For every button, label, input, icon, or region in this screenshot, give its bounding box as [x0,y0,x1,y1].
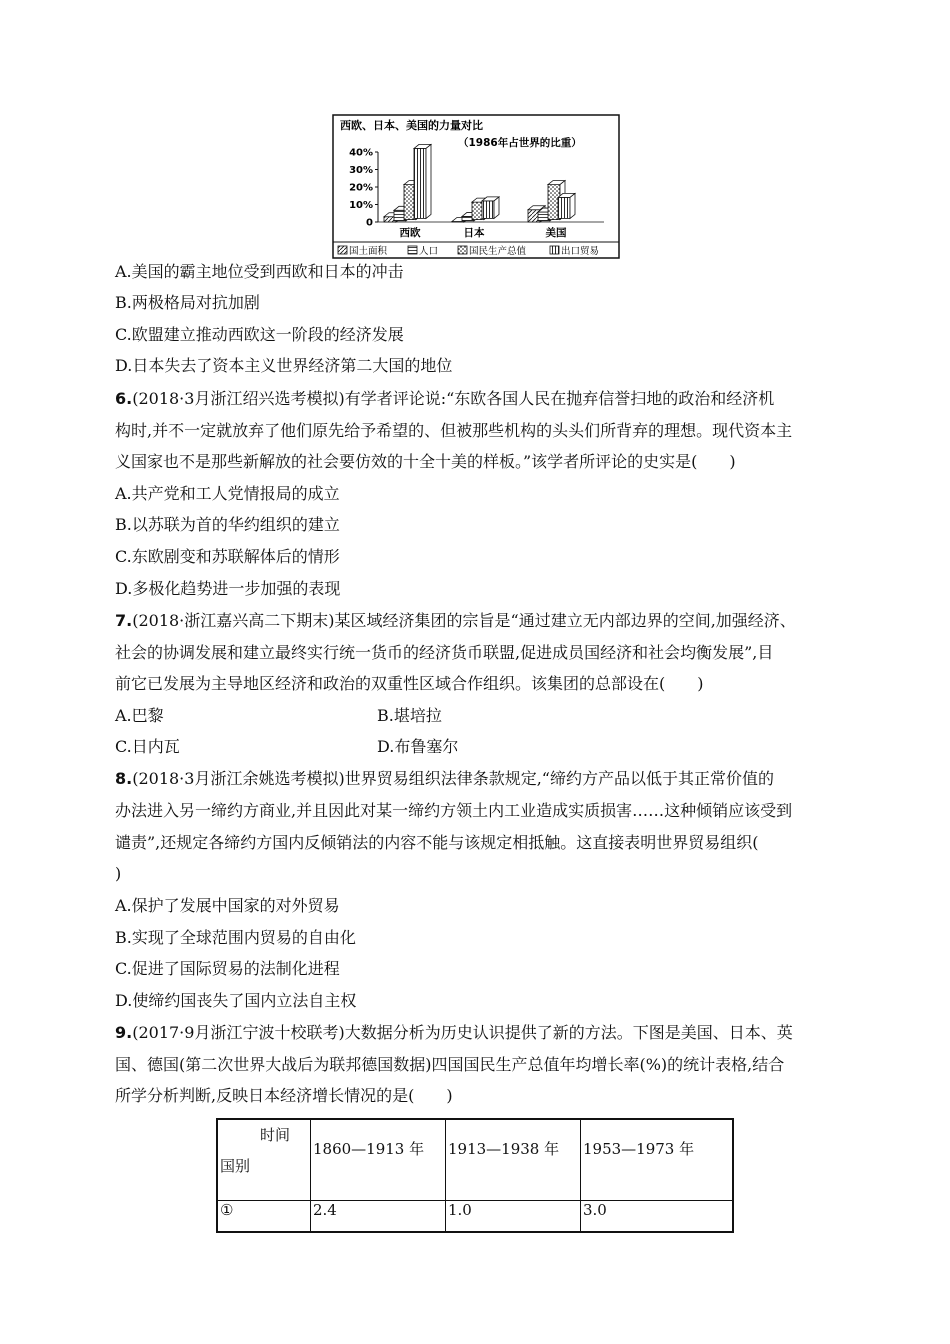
bar-side [494,197,499,219]
q5-option-a[interactable]: A.美国的霸主地位受到西欧和日本的冲击 [115,262,404,281]
q8-text-1: (2018·3月浙江余姚选考模拟)世界贸易组织法律条款规定,“缔约方产品以低于其正常价值的 [132,769,774,788]
q7-option-d[interactable]: D.布鲁塞尔 [377,737,459,756]
y-tick-label: 10% [349,200,373,211]
q6-text-1: (2018·3月浙江绍兴选考模拟)有学者评论说:“东欧各国人民在抛弃信誉扫地的政治和经济机 [132,389,775,408]
legend-label: 出口贸易 [561,246,600,257]
table-cell: 2.4 [311,1201,446,1233]
q5-option-b[interactable]: B.两极格局对抗加剧 [115,293,260,312]
q8-option-d[interactable]: D.使缔约国丧失了国内立法自主权 [115,991,357,1010]
q9-number: 9. [115,1023,133,1042]
q7-text-1: (2018·浙江嘉兴高二下期末)某区域经济集团的宗旨是“通过建立无内部边界的空间,加强经济、 [132,611,796,630]
chart-subtitle: （1986年占世界的比重） [458,137,582,149]
y-tick-label: 40% [349,147,373,159]
legend-swatch [338,246,347,254]
bar-front [482,201,494,219]
power-comparison-chart [332,114,620,259]
q7-stem-line-3: 前它已发展为主导地区经济和政治的双重性区域合作组织。该集团的总部设在( ) [115,674,704,693]
q8-stem-line-3: 谴责”,还规定各缔约方国内反倾销法的内容不能与该规定相抵触。这直接表明世界贸易组织( [115,833,759,852]
q6-stem-line-2: 构时,并不一定就放弃了他们原先给予希望的、但被那些机构的头头们所背弃的理想。现代资本主 [115,421,793,440]
table-corner-cell [217,1119,311,1201]
q8-option-a[interactable]: A.保护了发展中国家的对外贸易 [115,896,340,915]
q6-option-b[interactable]: B.以苏联为首的华约组织的建立 [115,515,340,534]
y-tick-label: 20% [349,182,373,194]
q6-number: 6. [115,389,133,408]
q7-option-a[interactable]: A.巴黎 [115,706,164,725]
q8-stem-line-4: ) [115,864,122,883]
legend-swatch [458,246,467,254]
bar [414,144,431,218]
table-header-2: 1913—1938 年 [446,1119,581,1201]
q8-option-b[interactable]: B.实现了全球范围内贸易的自由化 [115,928,356,947]
category-label: 美国 [545,227,567,239]
y-tick-label: 0 [366,217,373,229]
q9-stem-line-3: 所学分析判断,反映日本经济增长情况的是( ) [115,1086,453,1105]
q5-option-c[interactable]: C.欧盟建立推动西欧这一阶段的经济发展 [115,325,404,344]
corner-top-label: 时间 [259,1126,290,1144]
q7-options-row-1 [115,706,855,726]
legend-label: 国民生产总值 [469,246,527,257]
q7-stem-line-1 [115,611,855,631]
table-cell: 1.0 [446,1201,581,1233]
q8-stem-line-1 [115,769,855,789]
q7-option-b[interactable]: B.堪培拉 [377,706,442,725]
legend-swatch [550,246,559,254]
q9-stem-line-2: 国、德国(第二次世界大战后为联邦德国数据)四国国民生产总值年均增长率(%)的统计表格,结合 [115,1055,785,1074]
gnp-growth-table [216,1118,734,1233]
table-header-3: 1953—1973 年 [581,1119,734,1201]
q7-number: 7. [115,611,133,630]
q8-stem-line-2: 办法进入另一缔约方商业,并且因此对某一缔约方领土内工业造成实质损害……这种倾销应该受到 [115,801,793,820]
table-row-label: ① [217,1201,311,1233]
q7-options-row-2 [115,737,855,757]
q9-text-1: (2017·9月浙江宁波十校联考)大数据分析为历史认识提供了新的方法。下图是美国、日本、英 [132,1023,793,1042]
table-header-1: 1860—1913 年 [311,1119,446,1201]
table-row [217,1201,733,1233]
chart-title: 西欧、日本、美国的力量对比 [340,119,483,132]
y-tick-label: 30% [349,165,373,176]
chart-svg [332,114,620,259]
q9-stem-line-1 [115,1023,855,1043]
q6-stem-line-3: 义国家也不是那些新解放的社会要仿效的十全十美的样板。”该学者所评论的史实是( ) [115,452,736,471]
legend-item [458,245,527,257]
category-label: 西欧 [399,227,421,239]
legend-swatch [408,246,417,254]
q8-number: 8. [115,769,133,788]
category-label: 日本 [463,227,485,239]
bar [482,197,499,219]
q6-option-c[interactable]: C.东欧剧变和苏联解体后的情形 [115,547,340,566]
q6-stem-line-1 [115,389,855,409]
legend-label: 人口 [419,246,439,257]
q7-stem-line-2: 社会的协调发展和建立最终实行统一货币的经济货币联盟,促进成员国经济和社会均衡发展”,目 [115,643,774,662]
legend-label: 国土面积 [349,246,388,257]
bar [558,193,575,218]
bar-front [558,197,570,218]
q5-option-d[interactable]: D.日本失去了资本主义世界经济第二大国的地位 [115,356,453,375]
table-header-row [217,1119,733,1201]
q8-option-c[interactable]: C.促进了国际贸易的法制化进程 [115,959,340,978]
bar-side [426,144,431,218]
bar-front [414,148,426,218]
q6-option-a[interactable]: A.共产党和工人党情报局的成立 [115,484,340,503]
q6-option-d[interactable]: D.多极化趋势进一步加强的表现 [115,579,341,598]
table-cell: 3.0 [581,1201,734,1233]
corner-bottom-label: 国别 [220,1157,251,1175]
q7-option-c[interactable]: C.日内瓦 [115,737,180,756]
bar-side [570,193,575,218]
